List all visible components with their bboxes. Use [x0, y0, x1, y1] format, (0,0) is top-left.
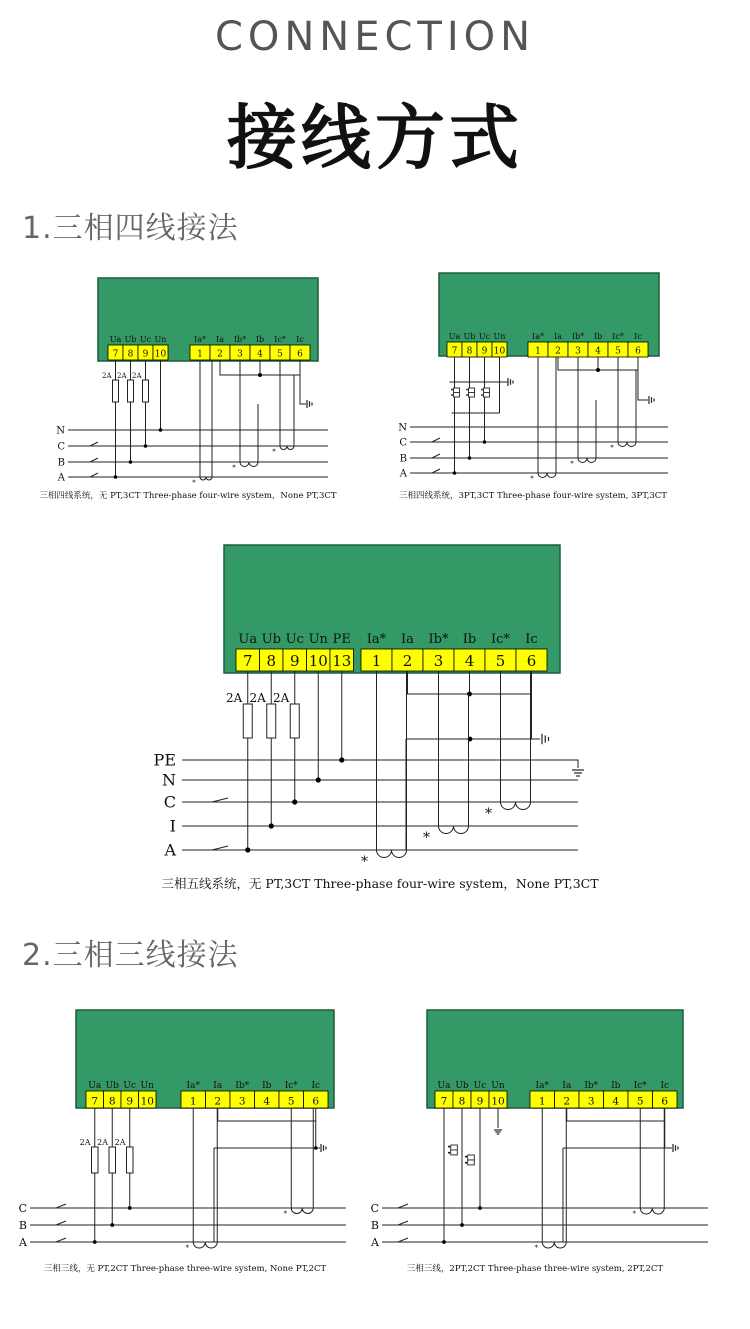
ground-icon	[321, 1144, 326, 1152]
terminal-label: Ia*	[366, 632, 387, 647]
ct-lead	[640, 1108, 664, 1208]
terminal-label: Ub	[463, 332, 476, 341]
terminal-number: 2	[563, 1095, 571, 1108]
terminal-number: 7	[440, 1095, 448, 1108]
ground-icon	[572, 770, 584, 776]
ct-winding	[538, 473, 556, 478]
ct-winding	[240, 462, 258, 467]
terminal-label: Ia	[554, 332, 562, 341]
terminal-label: Ua	[109, 335, 122, 344]
terminal-number: 6	[297, 349, 303, 360]
potential-transformer-icon	[466, 388, 474, 397]
wire	[218, 1108, 316, 1121]
switch-blade	[56, 1204, 66, 1208]
switch-icon	[212, 798, 228, 802]
fuse-label: 2A	[249, 691, 266, 705]
terminal-number: 5	[277, 349, 283, 360]
terminal-number: 9	[476, 1095, 484, 1108]
ct-winding	[280, 446, 294, 450]
current-transformer-icon	[186, 1108, 218, 1252]
terminal-number: 4	[263, 1095, 271, 1108]
fuse-label: 2A	[97, 1138, 108, 1147]
junction-dot	[159, 428, 163, 432]
bus-label: B	[399, 453, 407, 465]
terminal-label: Ib	[593, 332, 603, 341]
terminal-number: 7	[112, 349, 119, 360]
fuse-body	[127, 1147, 134, 1173]
switch-blade	[398, 1204, 408, 1208]
terminal-label: Ia*	[532, 332, 544, 341]
terminal-number: 7	[242, 652, 253, 671]
switch-blade	[56, 1221, 66, 1225]
ct-lead	[200, 360, 212, 477]
junction-dot	[93, 1240, 97, 1244]
terminal-label: Ia*	[186, 1081, 200, 1091]
ct-winding	[439, 826, 469, 834]
terminal-label: Ia	[213, 1081, 223, 1091]
diagram-caption: 三相三线，2PT,2CT Three-phase three-wire system, 2PT,2CT	[406, 1264, 664, 1274]
terminal-number: 13	[332, 652, 352, 671]
current-transformer-icon	[633, 1108, 665, 1218]
ct-polarity-mark: *	[361, 854, 368, 870]
bus-label: C	[57, 441, 65, 453]
terminal-number: 1	[197, 349, 203, 360]
terminal-number: 6	[526, 652, 537, 671]
switch-blade	[56, 1238, 66, 1242]
fuse-body	[143, 380, 149, 402]
diagram-d1	[39, 278, 337, 501]
diagram-caption: 三相四线系统，3PT,3CT Three-phase four-wire system, 3PT,3CT	[399, 491, 667, 501]
terminal-number: 9	[126, 1095, 134, 1108]
fuse-label: 2A	[101, 372, 112, 380]
switch-icon	[432, 469, 440, 473]
section-title-four-wire: 1.三相四线接法	[22, 211, 239, 246]
terminal-label: Ia	[216, 335, 224, 344]
terminal-number: 3	[575, 346, 581, 357]
terminal-number: 3	[237, 349, 243, 360]
terminal-number: 5	[636, 1095, 644, 1108]
switch-blade	[212, 798, 228, 802]
ct-polarity-mark: *	[272, 448, 276, 456]
fuse-body	[109, 1147, 116, 1173]
current-transformer-icon	[610, 370, 636, 452]
pt-dot	[451, 389, 453, 391]
diagram-caption: 三相五线系统，无 PT,3CT Three-phase four-wire system，None PT,3CT	[161, 876, 599, 891]
ct-lead	[501, 671, 531, 802]
current-transformer-icon	[284, 1108, 314, 1218]
fuse-icon	[249, 691, 275, 738]
ct-polarity-mark: *	[534, 1244, 538, 1252]
junction-dot	[478, 1206, 482, 1210]
terminal-label: Ic*	[284, 1081, 298, 1091]
wire	[560, 760, 578, 768]
fuse-label: 2A	[272, 691, 290, 705]
terminal-label: Un	[140, 1081, 154, 1091]
wire	[532, 694, 541, 739]
switch-blade	[90, 473, 98, 477]
terminal-label: Ib*	[584, 1081, 599, 1091]
terminal-number: 2	[555, 346, 561, 357]
current-transformer-icon	[535, 1108, 567, 1252]
potential-transformer-icon	[481, 388, 489, 397]
ct-lead	[291, 1108, 313, 1208]
junction-dot	[128, 1206, 132, 1210]
terminal-label: Ib	[462, 632, 477, 647]
potential-transformer-icon	[448, 1145, 457, 1155]
potential-transformer-icon	[451, 388, 459, 397]
ct-lead	[618, 370, 636, 442]
terminal-number: 8	[266, 652, 277, 671]
terminal-label: Ic	[634, 332, 642, 341]
header-chinese-title: 接线方式	[227, 97, 523, 179]
terminal-number: 10	[154, 349, 167, 360]
junction-dot	[453, 471, 457, 475]
switch-icon	[56, 1204, 66, 1208]
ct-polarity-mark: *	[485, 806, 492, 822]
fuse-body	[290, 704, 299, 738]
terminal-number: 2	[402, 652, 413, 671]
terminal-label: Ia*	[535, 1081, 549, 1091]
terminal-number: 3	[587, 1095, 595, 1108]
junction-dot	[483, 440, 487, 444]
terminal-label: Uc	[139, 335, 152, 344]
fuse-body	[92, 1147, 99, 1173]
junction-dot	[468, 456, 472, 460]
bus-label: A	[19, 1235, 27, 1249]
junction-dot	[316, 777, 321, 782]
junction-dot	[339, 757, 344, 762]
terminal-number: 2	[217, 349, 223, 360]
junction-dot	[110, 1223, 114, 1227]
bus-label: I	[169, 816, 176, 836]
bus-label: A	[399, 468, 407, 480]
fuse-body	[243, 704, 252, 738]
ct-winding	[542, 1242, 566, 1248]
switch-blade	[90, 442, 98, 446]
current-transformer-icon	[530, 357, 556, 483]
current-transformer-icon	[361, 671, 407, 870]
switch-blade	[212, 846, 228, 850]
terminal-label: Ib*	[233, 335, 247, 344]
terminal-number: 5	[615, 346, 621, 357]
ground-icon	[494, 1130, 502, 1134]
terminal-number: 1	[371, 652, 382, 671]
pt-dot	[465, 1156, 467, 1158]
terminal-number: 1	[535, 346, 541, 357]
ct-winding	[291, 1208, 313, 1214]
terminal-label: Un	[491, 1081, 505, 1091]
wire	[638, 370, 648, 400]
fuse-icon	[273, 691, 299, 738]
terminal-label: Ib*	[428, 632, 449, 647]
switch-blade	[398, 1221, 408, 1225]
switch-icon	[398, 1204, 408, 1208]
fuse-icon	[132, 372, 149, 402]
switch-icon	[90, 473, 98, 477]
diagram-d5	[370, 1010, 708, 1274]
bus-label: A	[164, 840, 176, 860]
switch-blade	[432, 438, 440, 442]
bus-label: A	[371, 1235, 379, 1249]
ct-winding	[640, 1208, 664, 1214]
terminal-label: Ia	[401, 632, 414, 647]
terminal-label: Ic*	[491, 632, 510, 647]
ct-polarity-mark: *	[232, 464, 236, 472]
terminal-number: 10	[493, 346, 506, 357]
switch-icon	[90, 442, 98, 446]
terminal-number: 4	[612, 1095, 620, 1108]
ct-winding	[377, 850, 407, 858]
ct-polarity-mark: *	[423, 830, 430, 846]
terminal-label: Uc	[478, 332, 491, 341]
junction-dot	[596, 368, 600, 372]
terminal-label: Un	[154, 335, 167, 344]
fuse-label: 2A	[116, 372, 127, 380]
terminal-number: 1	[538, 1095, 546, 1108]
ct-lead	[538, 357, 556, 473]
terminal-number: 9	[289, 652, 300, 671]
terminal-label: Ua	[88, 1081, 102, 1091]
pt-dot	[448, 1152, 450, 1154]
pt-dot	[481, 389, 483, 391]
terminal-number: 8	[108, 1095, 116, 1108]
potential-transformer-icon	[465, 1155, 474, 1165]
fuse-label: 2A	[225, 691, 243, 705]
switch-icon	[212, 846, 228, 850]
fuse-icon	[226, 691, 252, 738]
terminal-number: 9	[142, 349, 149, 360]
terminal-label: Ib	[262, 1081, 272, 1091]
switch-icon	[90, 458, 98, 462]
junction-dot	[114, 475, 118, 479]
terminal-number: 5	[495, 652, 506, 671]
terminal-label: Ib	[255, 335, 265, 344]
pt-dot	[466, 389, 468, 391]
terminal-number: 8	[458, 1095, 466, 1108]
terminal-label: Ua	[437, 1081, 451, 1091]
junction-dot	[292, 799, 297, 804]
terminal-number: 6	[635, 346, 641, 357]
junction-dot	[269, 823, 274, 828]
ground-icon	[508, 378, 513, 386]
current-transformer-icon	[192, 360, 212, 487]
terminal-number: 7	[91, 1095, 99, 1108]
wire	[316, 1121, 320, 1148]
current-transformer-icon	[423, 694, 469, 846]
fuse-body	[128, 380, 134, 402]
terminal-label: Uc	[285, 632, 304, 647]
terminal-label: Ub	[455, 1081, 469, 1091]
terminal-number: 9	[481, 346, 488, 357]
junction-dot	[129, 460, 133, 464]
fuse-label: 2A	[131, 372, 142, 380]
terminal-number: 10	[308, 652, 328, 671]
terminal-label: Ia*	[194, 335, 206, 344]
terminal-label: PE	[332, 632, 351, 647]
bus-label: N	[398, 422, 407, 434]
switch-icon	[432, 438, 440, 442]
ct-polarity-mark: *	[185, 1244, 189, 1252]
terminal-label: Ic	[525, 632, 538, 647]
terminal-label: Ub	[261, 632, 281, 647]
ct-lead	[578, 400, 596, 458]
wire	[665, 1121, 672, 1148]
wire	[567, 1108, 665, 1121]
terminal-label: Ic*	[274, 335, 286, 344]
terminal-label: Ia	[562, 1081, 572, 1091]
current-transformer-icon	[272, 375, 294, 456]
diagram-caption: 三相三线，无 PT,2CT Three-phase three-wire system, None PT,2CT	[43, 1264, 327, 1274]
switch-blade	[432, 469, 440, 473]
diagram-d2	[398, 273, 668, 501]
bus-label: B	[57, 457, 65, 469]
ground-icon	[673, 1144, 678, 1152]
ct-lead	[280, 375, 294, 446]
ct-polarity-mark: *	[283, 1210, 287, 1218]
terminal-number: 1	[189, 1095, 197, 1108]
terminal-number: 6	[661, 1095, 669, 1108]
terminal-number: 10	[140, 1095, 154, 1108]
terminal-label: Ib*	[571, 332, 585, 341]
bus-label: A	[57, 472, 65, 484]
switch-blade	[398, 1238, 408, 1242]
terminal-number: 8	[466, 346, 473, 357]
terminal-number: 7	[451, 346, 458, 357]
terminal-number: 8	[127, 349, 134, 360]
ct-polarity-mark: *	[570, 460, 574, 468]
junction-dot	[245, 847, 250, 852]
terminal-number: 4	[595, 346, 601, 357]
wire	[300, 375, 306, 404]
pt-dot	[465, 1162, 467, 1164]
switch-blade	[432, 454, 440, 458]
terminal-number: 4	[257, 349, 263, 360]
terminal-label: Ib	[611, 1081, 621, 1091]
ct-polarity-mark: *	[632, 1210, 636, 1218]
junction-dot	[467, 692, 472, 697]
ground-icon	[542, 734, 549, 744]
diagram-d3	[154, 545, 600, 891]
switch-icon	[56, 1221, 66, 1225]
ct-polarity-mark: *	[192, 479, 196, 487]
terminal-label: Ic	[311, 1081, 321, 1091]
terminal-label: Ua	[448, 332, 461, 341]
junction-dot	[442, 1240, 446, 1244]
bus-label: B	[370, 1218, 379, 1232]
junction-dot	[460, 1223, 464, 1227]
switch-icon	[432, 454, 440, 458]
terminal-number: 10	[491, 1095, 505, 1108]
pt-dot	[448, 1146, 450, 1148]
terminal-label: Ua	[238, 632, 258, 647]
terminal-number: 3	[238, 1095, 246, 1108]
diagram-caption: 三相四线系统，无 PT,3CT Three-phase four-wire system，None PT,3CT	[39, 491, 337, 501]
fuse-label: 2A	[79, 1138, 91, 1147]
ct-winding	[193, 1242, 217, 1248]
section-title-three-wire: 2.三相三线接法	[22, 938, 239, 973]
pt-dot	[466, 394, 468, 396]
bus-label: C	[18, 1201, 27, 1215]
pt-dot	[481, 394, 483, 396]
switch-icon	[398, 1221, 408, 1225]
bus-label: C	[163, 792, 176, 812]
terminal-label: Ub	[124, 335, 137, 344]
ground-icon	[649, 396, 654, 404]
terminal-label: Ib*	[235, 1081, 250, 1091]
terminal-label: Un	[308, 632, 328, 647]
ct-lead	[240, 404, 258, 462]
bus-label: C	[370, 1201, 379, 1215]
terminal-label: Ub	[105, 1081, 119, 1091]
terminal-number: 4	[464, 652, 475, 671]
switch-icon	[398, 1238, 408, 1242]
pt-dot	[451, 394, 453, 396]
header-english-title: CONNECTION	[214, 14, 536, 60]
diagram-d4	[18, 1010, 346, 1274]
fuse-label: 2A	[114, 1138, 126, 1147]
terminal-number: 5	[287, 1095, 295, 1108]
terminal-label: Un	[493, 332, 506, 341]
ct-winding	[578, 458, 596, 463]
terminal-label: Ic*	[633, 1081, 647, 1091]
ground-icon	[307, 400, 312, 408]
switch-blade	[90, 458, 98, 462]
bus-label: C	[399, 437, 407, 449]
terminal-label: Ic	[660, 1081, 670, 1091]
terminal-label: Uc	[123, 1081, 137, 1091]
junction-dot	[144, 444, 148, 448]
terminal-label: Uc	[473, 1081, 487, 1091]
fuse-body	[113, 380, 119, 402]
terminal-number: 3	[433, 652, 444, 671]
ct-polarity-mark: *	[610, 444, 614, 452]
bus-label: N	[162, 770, 176, 790]
terminal-label: Ic	[296, 335, 304, 344]
terminal-number: 6	[312, 1095, 320, 1108]
terminal-label: Ic*	[612, 332, 624, 341]
terminal-number: 2	[214, 1095, 222, 1108]
ct-polarity-mark: *	[530, 475, 534, 483]
switch-icon	[56, 1238, 66, 1242]
ct-winding	[618, 442, 636, 447]
bus-label: B	[18, 1218, 27, 1232]
ct-winding	[501, 802, 531, 810]
bus-label: N	[56, 425, 65, 437]
bus-label: PE	[153, 750, 176, 770]
fuse-body	[267, 704, 276, 738]
